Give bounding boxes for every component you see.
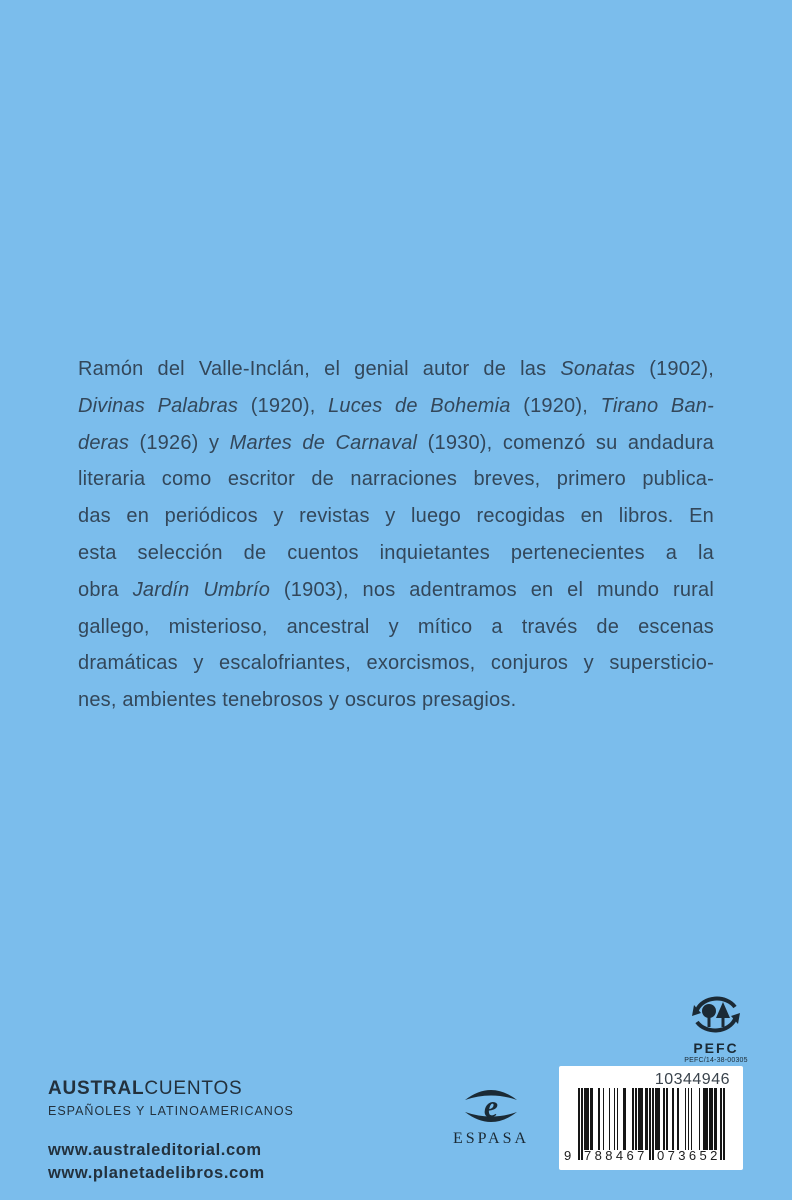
pefc-logo — [678, 995, 754, 1064]
synopsis-text: (1920), — [238, 394, 329, 417]
synopsis-line — [78, 535, 714, 572]
svg-text:e: e — [483, 1088, 499, 1124]
isbn-digits-left: 788467 — [584, 1148, 648, 1163]
espasa-eye-icon — [460, 1085, 522, 1127]
publisher-urls — [48, 1139, 294, 1185]
isbn-digits-right: 073652 — [657, 1148, 721, 1163]
synopsis-text: (1903), nos adentramos en el mundo rural — [270, 578, 715, 601]
synopsis-line — [78, 498, 714, 535]
synopsis-line — [78, 425, 714, 462]
brand-name-austral: AUSTRAL — [48, 1078, 145, 1099]
synopsis-paragraph — [78, 351, 714, 719]
synopsis-line — [78, 609, 714, 646]
isbn-digit-first: 9 — [564, 1148, 572, 1163]
synopsis-line — [78, 682, 714, 719]
pefc-cert-number: PEFC/14-38-00305 — [684, 1057, 748, 1064]
synopsis-text: dramáticas y escalofriantes, exorcismos, conjuros y supersticio- — [78, 652, 714, 675]
book-title-italic: Sonatas — [560, 358, 636, 380]
book-title-italic: Jardín Umbrío — [132, 578, 271, 601]
synopsis-text: obra — [78, 578, 133, 601]
synopsis-text: (1926) y — [129, 431, 230, 454]
collection-subtitle: ESPAÑOLES Y LATINOAMERICANOS — [48, 1104, 294, 1118]
synopsis-line — [78, 461, 714, 498]
book-title-italic: Tirano Ban- — [600, 394, 714, 417]
brand-name-cuentos: CUENTOS — [144, 1078, 243, 1099]
book-title-italic: Luces de Bohemia — [328, 394, 511, 417]
synopsis-text: Ramón del Valle-Inclán, el genial autor de las — [78, 358, 561, 380]
brand-block — [48, 1078, 294, 1185]
synopsis-text: (1920), — [510, 394, 601, 417]
sku-number: 10344946 — [654, 1071, 730, 1088]
synopsis-line — [78, 645, 714, 682]
collection-name — [48, 1078, 294, 1100]
synopsis-line — [78, 388, 714, 425]
url-planetadelibros: www.planetadelibros.com — [48, 1164, 265, 1182]
synopsis-line — [78, 351, 714, 388]
book-title-italic: deras — [78, 431, 130, 454]
pefc-wordmark: PEFC — [693, 1040, 739, 1056]
book-title-italic: Martes de Carnaval — [229, 431, 418, 454]
url-australeditorial: www.australeditorial.com — [48, 1141, 262, 1159]
synopsis-text: (1930), comenzó su andadura — [417, 431, 715, 454]
synopsis-text: esta selección de cuentos inquietantes pertenecientes a la — [78, 541, 714, 564]
synopsis-text: nes, ambientes tenebrosos y oscuros presagios. — [78, 689, 517, 712]
synopsis-line — [78, 572, 714, 609]
synopsis-text: gallego, misterioso, ancestral y mítico a través de escenas — [78, 615, 714, 638]
synopsis-text: das en periódicos y revistas y luego recogidas en libros. En — [78, 505, 714, 528]
pefc-trees-icon — [691, 995, 741, 1035]
book-title-italic: Divinas Palabras — [78, 394, 239, 417]
barcode-panel — [559, 1066, 743, 1170]
espasa-logo — [444, 1085, 538, 1148]
espasa-wordmark: ESPASA — [452, 1130, 530, 1147]
synopsis-text: (1902), — [635, 358, 715, 380]
barcode-module — [723, 1088, 725, 1160]
synopsis-text: literaria como escritor de narraciones breves, primero publica- — [78, 468, 714, 491]
